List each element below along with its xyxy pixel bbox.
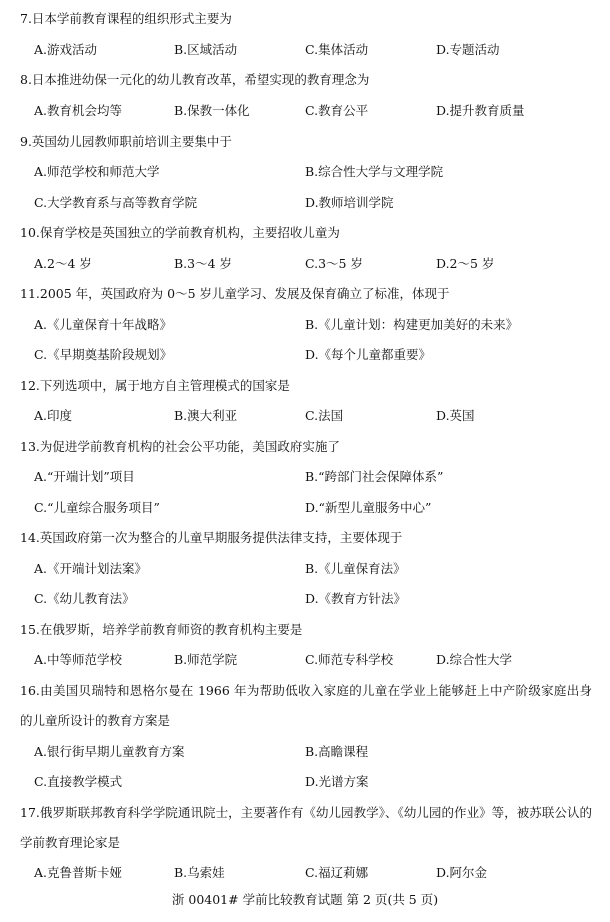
question-stem: 7.日本学前教育课程的组织形式主要为 [20,11,232,26]
option-d: D.教师培训学院 [305,195,394,210]
option-row [0,493,610,523]
question-stem: 15.在俄罗斯，培养学前教育师资的教育机构主要是 [20,622,303,637]
option-a: A.2～4 岁 [34,256,92,271]
question-stem-text: 17.俄罗斯联邦教育科学学院通讯院士，主要著作有《幼儿园教学》、《幼儿园的作业》等，被苏联公认的学前教育理论家是 [20,805,592,850]
option-a: A.师范学校和师范大学 [34,164,160,179]
option-b: B.综合性大学与文理学院 [305,164,444,179]
option-c: C.福辽莉娜 [305,865,369,880]
option-d: D.阿尔金 [436,865,488,880]
option-row [0,462,610,492]
option-row [0,737,610,767]
option-c: C.直接教学模式 [34,774,123,789]
option-row [0,645,610,675]
question-stem: 12.下列选项中，属于地方自主管理模式的国家是 [20,378,290,393]
option-d: D.英国 [436,408,475,423]
page-footer: 浙 00401# 学前比较教育试题 第 2 页(共 5 页) [171,892,439,907]
option-row [0,35,610,65]
option-b: B.高瞻课程 [305,744,369,759]
option-a: A.印度 [34,408,73,423]
option-row [0,157,610,187]
option-b: B.《儿童计划：构建更加美好的未来》 [305,317,519,332]
question-stem-text: 16.由美国贝瑞特和恩格尔曼在 1966 年为帮助低收入家庭的儿童在学业上能够赶上中产阶级家庭出身的儿童所设计的教育方案是 [20,683,592,728]
option-b: B.“跨部门社会保障体系” [305,469,444,484]
option-d: D.提升教育质量 [436,103,525,118]
option-row [0,188,610,218]
option-c: C.集体活动 [305,42,369,57]
option-a: A.“开端计划”项目 [34,469,135,484]
option-row [0,249,610,279]
option-row [0,858,610,888]
option-b: B.3～4 岁 [174,256,233,271]
option-b: B.乌索娃 [174,865,225,880]
question-stem: 14.英国政府第一次为整合的儿童早期服务提供法律支持，主要体现于 [20,530,403,545]
option-b: B.保教一体化 [174,103,250,118]
option-c: C.3～5 岁 [305,256,363,271]
option-a: A.教育机会均等 [34,103,123,118]
option-row [0,584,610,614]
option-a: A.游戏活动 [34,42,98,57]
option-c: C.教育公平 [305,103,369,118]
option-row [0,401,610,431]
option-c: C.《早期奠基阶段规划》 [34,347,173,362]
option-a: A.克鲁普斯卡娅 [34,865,123,880]
option-b: B.师范学院 [174,652,238,667]
question-stem: 13.为促进学前教育机构的社会公平功能，美国政府实施了 [20,439,340,454]
option-d: D.光谱方案 [305,774,369,789]
option-a: A.中等师范学校 [34,652,123,667]
option-c: C.法国 [305,408,344,423]
option-d: D.综合性大学 [436,652,513,667]
question-stem [20,798,592,858]
option-b: B.区域活动 [174,42,238,57]
question-stem: 11.2005 年，英国政府为 0～5 岁儿童学习、发展及保育确立了标准，体现于 [20,286,450,301]
option-b: B.《儿童保育法》 [305,561,406,576]
option-a: A.《儿童保育十年战略》 [34,317,173,332]
option-d: D.《每个儿童都重要》 [305,347,432,362]
option-row [0,340,610,370]
option-row [0,310,610,340]
option-d: D.专题活动 [436,42,500,57]
option-a: A.银行街早期儿童教育方案 [34,744,185,759]
question-stem: 8.日本推进幼保一元化的幼儿教育改革，希望实现的教育理念为 [20,72,370,87]
option-row [0,767,610,797]
option-a: A.《开端计划法案》 [34,561,148,576]
option-row [0,96,610,126]
question-stem: 10.保育学校是英国独立的学前教育机构，主要招收儿童为 [20,225,340,240]
option-d: D.2～5 岁 [436,256,495,271]
option-c: C.师范专科学校 [305,652,394,667]
option-d: D.《教育方针法》 [305,591,407,606]
option-d: D.“新型儿童服务中心” [305,500,432,515]
option-c: C.大学教育系与高等教育学院 [34,195,198,210]
question-stem [20,676,592,736]
option-c: C.《幼儿教育法》 [34,591,135,606]
option-c: C.“儿童综合服务项目” [34,500,160,515]
question-stem: 9.英国幼儿园教师职前培训主要集中于 [20,134,232,149]
option-row [0,554,610,584]
option-b: B.澳大利亚 [174,408,238,423]
